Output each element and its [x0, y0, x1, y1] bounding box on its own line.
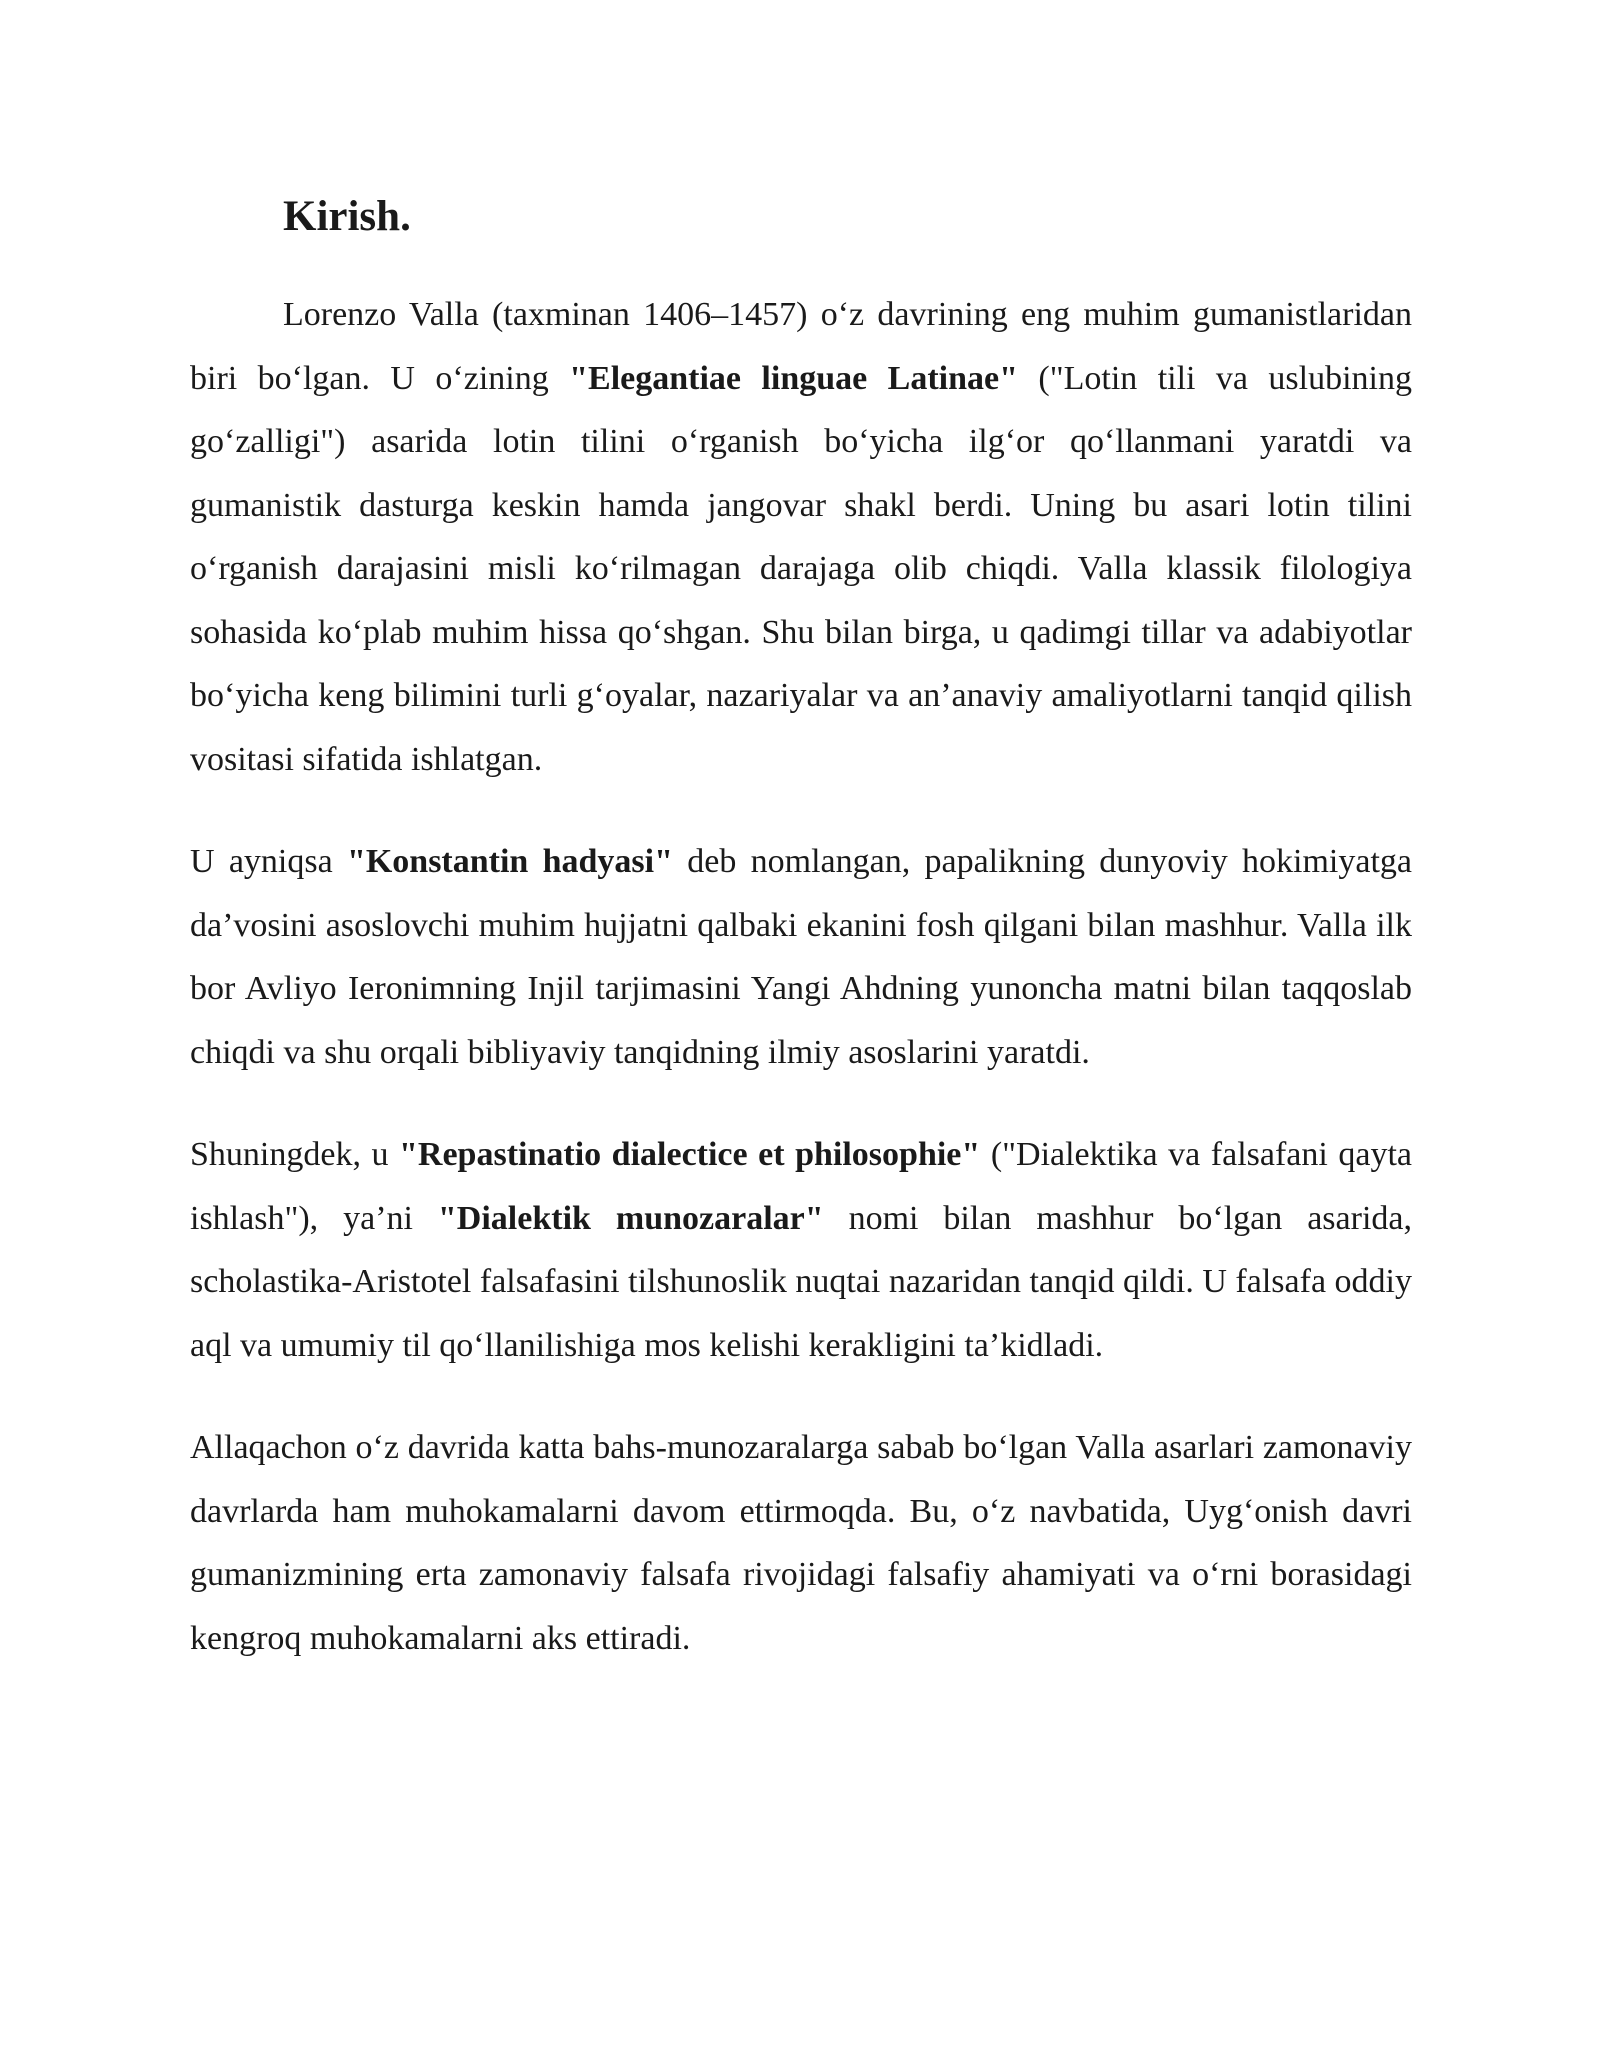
- heading: Kirish.: [283, 193, 411, 240]
- paragraph-3-text-2: ("Dialektika va falsafani qayta ishlash"), ya’ni: [190, 1136, 1412, 1237]
- paragraph-3-bold-1: "Repastinatio dialectice et philosophie": [399, 1136, 981, 1173]
- paragraph-3-text-1: Shuningdek, u: [190, 1136, 400, 1173]
- paragraph-1-text-1: Lorenzo Valla (taxminan 1406–1457) o‘z davrining eng muhim gumanistlaridan biri bo‘lgan. U o‘zining: [190, 296, 1412, 397]
- paragraph-4-text-1: Allaqachon o‘z davrida katta bahs-munozaralarga sabab bo‘lgan Valla asarlari zamonaviy davrlarda ham muhokamalarni davom ettirmoqda. Bu, o‘z navbatida, Uyg‘onish davri gumanizmining erta zamonaviy falsafa rivojidagi falsafiy ahamiyati va o‘rni borasidagi kengroq muhokamalarni aks ettiradi.: [190, 1429, 1412, 1657]
- paragraph-3-text-3: nomi bilan mashhur bo‘lgan asarida, scholastika-Aristotel falsafasini tilshunoslik nuqtai nazaridan tanqid qildi. U falsafa oddiy aql va umumiy til qo‘llanilishiga mos kelishi kerakligini ta’kidladi.: [190, 1199, 1412, 1364]
- paragraph-1-bold-1: "Elegantiae linguae Latinae": [569, 359, 1018, 397]
- paragraph-2-bold-1: "Konstantin hadyasi": [346, 843, 673, 880]
- paragraph-2-text-1: U ayniqsa: [190, 843, 347, 880]
- paragraph-4: [190, 1416, 1412, 1670]
- paragraph-2-text-2: deb nomlangan, papalikning dunyoviy hokimiyatga da’vosini asoslovchi muhim hujjatni qalbaki ekanini fosh qilgani bilan mashhur. Valla ilk bor Avliyo Ieronimning Injil tarjimasini Yangi Ahdning yunoncha matni bilan taqqoslab chiqdi va shu orqali bibliyaviy tanqidning ilmiy asoslarini yaratdi.: [190, 843, 1412, 1071]
- document-page: [190, 186, 1412, 1670]
- paragraph-3: [190, 1123, 1412, 1377]
- paragraph-1-text-2: ("Lotin tili va uslubining go‘zalligi") asarida lotin tilini o‘rganish bo‘yicha ilg‘or qo‘llanmani yaratdi va gumanistik dasturga keskin hamda jangovar shakl berdi. Uning bu asari lotin tilini o‘rganish darajasini misli ko‘rilmagan darajaga olib chiqdi. Valla klassik filologiya sohasida ko‘plab muhim hissa qo‘shgan. Shu bilan birga, u qadimgi tillar va adabiyotlar bo‘yicha keng bilimini turli g‘oyalar, nazariyalar va an’anaviy amaliyotlarni tanqid qilish vositasi sifatida ishlatgan.: [190, 359, 1412, 778]
- paragraph-2: [190, 830, 1412, 1084]
- paragraph-1: [190, 283, 1412, 791]
- paragraph-3-bold-2: "Dialektik munozaralar": [437, 1199, 824, 1237]
